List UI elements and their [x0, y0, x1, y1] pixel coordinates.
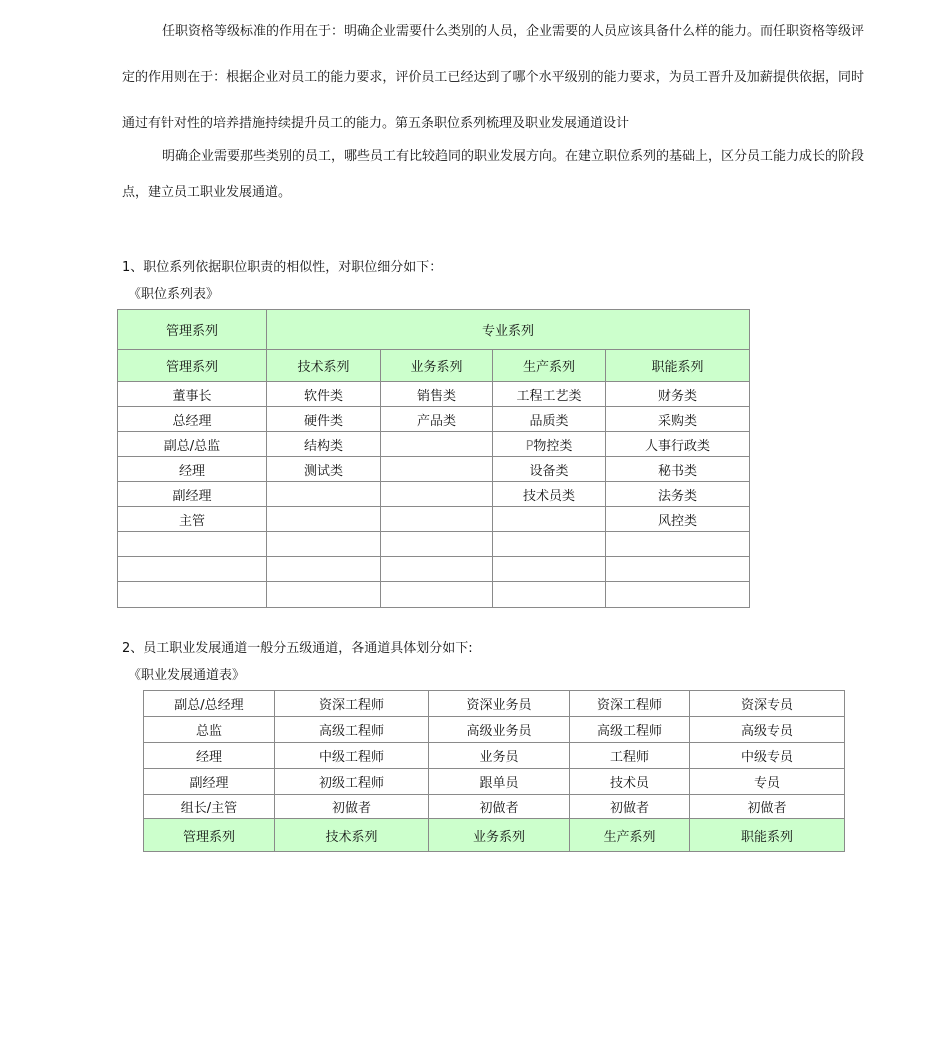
table-cell: 资深工程师 [275, 691, 429, 717]
table-cell: 设备类 [493, 457, 606, 482]
table-cell: 资深专员 [690, 691, 845, 717]
table-cell: 初做者 [275, 795, 429, 819]
table-cell: 产品类 [381, 407, 493, 432]
table-cell [118, 532, 267, 557]
col-header: 业务系列 [381, 350, 493, 382]
table-cell: 业务员 [429, 743, 570, 769]
table-cell [606, 582, 750, 608]
table-cell [118, 582, 267, 608]
table-cell: 经理 [144, 743, 275, 769]
table-cell: 初做者 [690, 795, 845, 819]
table-cell: 技术员 [570, 769, 690, 795]
footer-row [144, 819, 845, 852]
table-cell: 中级专员 [690, 743, 845, 769]
table-cell: 副经理 [118, 482, 267, 507]
table-cell: 工程师 [570, 743, 690, 769]
table-cell: 初做者 [570, 795, 690, 819]
table-cell [267, 482, 381, 507]
intro-paragraph: 任职资格等级标准的作用在于：明确企业需要什么类别的人员，企业需要的人员应该具备什么样的能力。而任职资格等级评定的作用则在于：根据企业对员工的能力要求，评价员工已经达到了哪个水平级别的能力要求，为员工晋升及加薪提供依据，同时通过有针对性的培养措施持续提升员工的能力。第五条职位系列梳理及职业发展通道设计 [122, 24, 865, 131]
table-cell: 品质类 [493, 407, 606, 432]
col-header: 生产系列 [493, 350, 606, 382]
header-professional: 专业系列 [267, 310, 750, 350]
table-cell [606, 557, 750, 582]
col-header: 管理系列 [118, 350, 267, 382]
table-cell [493, 557, 606, 582]
table-cell [493, 507, 606, 532]
footer-cell: 生产系列 [570, 819, 690, 852]
table-row [118, 557, 750, 582]
table-cell: 董事长 [118, 382, 267, 407]
table-cell: 秘书类 [606, 457, 750, 482]
table-cell: 经理 [118, 457, 267, 482]
table-cell: 高级工程师 [275, 717, 429, 743]
table-row [144, 769, 845, 795]
table-cell: 组长/主管 [144, 795, 275, 819]
table-cell: 初级工程师 [275, 769, 429, 795]
table-cell: 主管 [118, 507, 267, 532]
table-row [118, 382, 750, 407]
career-path-table [143, 690, 845, 852]
table-cell: 总监 [144, 717, 275, 743]
table-cell: 高级专员 [690, 717, 845, 743]
table-cell [606, 532, 750, 557]
table-cell [381, 482, 493, 507]
table-cell: 高级工程师 [570, 717, 690, 743]
table-cell [381, 432, 493, 457]
table-cell: 结构类 [267, 432, 381, 457]
table-cell: 专员 [690, 769, 845, 795]
table-cell: 副总/总监 [118, 432, 267, 457]
stray-mark: P [525, 438, 534, 454]
table-cell [267, 557, 381, 582]
table-cell: 硬件类 [267, 407, 381, 432]
table-cell: 资深业务员 [429, 691, 570, 717]
section2-heading: 2、员工职业发展通道一般分五级通道，各通道具体划分如下: [122, 641, 473, 656]
table-cell [381, 557, 493, 582]
footer-cell: 管理系列 [144, 819, 275, 852]
table-cell: 人事行政类 [606, 432, 750, 457]
table-cell-with-mark [493, 432, 606, 457]
table-row [118, 457, 750, 482]
table-row [144, 691, 845, 717]
table-cell: 法务类 [606, 482, 750, 507]
footer-cell: 职能系列 [690, 819, 845, 852]
header-management: 管理系列 [118, 310, 267, 350]
table-cell [267, 582, 381, 608]
col-header: 技术系列 [267, 350, 381, 382]
table-row [118, 507, 750, 532]
position-series-table [117, 309, 750, 608]
table-cell: 初做者 [429, 795, 570, 819]
table-cell [267, 507, 381, 532]
table-cell: 财务类 [606, 382, 750, 407]
col-header: 职能系列 [606, 350, 750, 382]
table-cell: 中级工程师 [275, 743, 429, 769]
table-cell [267, 532, 381, 557]
table-row [144, 795, 845, 819]
table-cell: 副经理 [144, 769, 275, 795]
footer-cell: 业务系列 [429, 819, 570, 852]
table-cell: 高级业务员 [429, 717, 570, 743]
table-cell [493, 582, 606, 608]
table-cell: 风控类 [606, 507, 750, 532]
table-cell [381, 457, 493, 482]
section1-caption: 《职位系列表》 [128, 287, 220, 302]
table-cell: 软件类 [267, 382, 381, 407]
footer-cell: 技术系列 [275, 819, 429, 852]
table-cell [381, 582, 493, 608]
table-cell: 工程工艺类 [493, 382, 606, 407]
table-cell: 跟单员 [429, 769, 570, 795]
table-cell: 采购类 [606, 407, 750, 432]
table-row [118, 407, 750, 432]
table-row [118, 482, 750, 507]
table-cell: 总经理 [118, 407, 267, 432]
table-row [118, 532, 750, 557]
table-cell [381, 532, 493, 557]
second-paragraph: 明确企业需要那些类别的员工，哪些员工有比较趋同的职业发展方向。在建立职位系列的基础上，区分员工能力成长的阶段点，建立员工职业发展通道。 [122, 149, 865, 200]
table-row [144, 717, 845, 743]
table-cell: 测试类 [267, 457, 381, 482]
table-cell: 副总/总经理 [144, 691, 275, 717]
table-cell [381, 507, 493, 532]
table-cell: 技术员类 [493, 482, 606, 507]
table-row [118, 432, 750, 457]
table-cell-text: 物控类 [533, 438, 573, 454]
section2-caption: 《职业发展通道表》 [128, 668, 246, 683]
table-cell: 销售类 [381, 382, 493, 407]
table-row [118, 582, 750, 608]
section1-heading: 1、职位系列依据职位职责的相似性，对职位细分如下： [122, 260, 443, 275]
table-cell [118, 557, 267, 582]
table-cell: 资深工程师 [570, 691, 690, 717]
table-row [144, 743, 845, 769]
table-cell [493, 532, 606, 557]
